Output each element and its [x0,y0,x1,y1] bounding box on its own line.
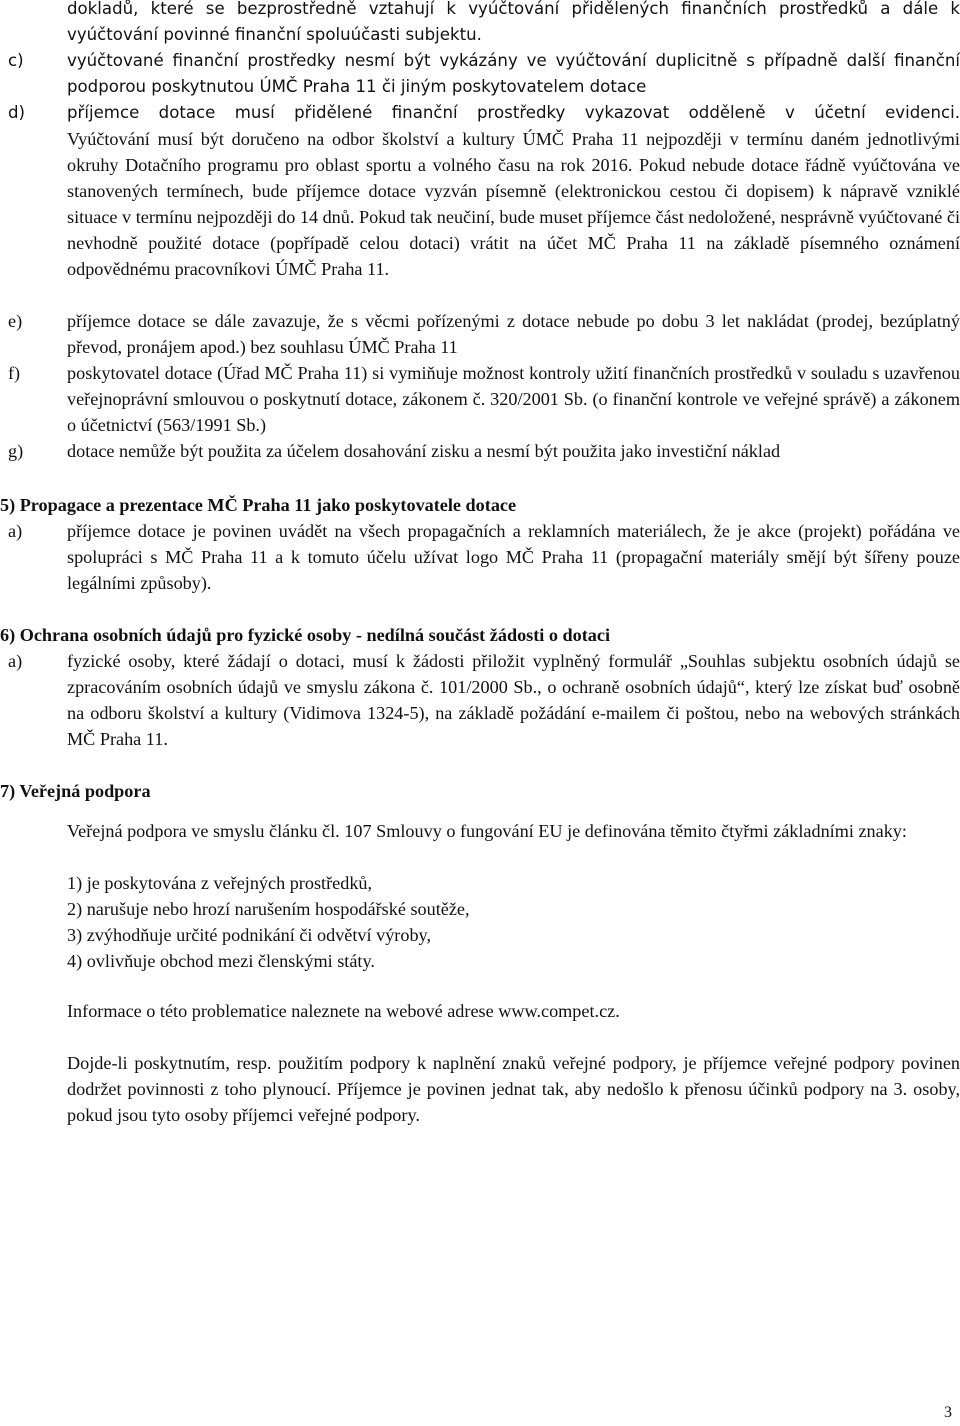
list-item: 4) ovlivňuje obchod mezi členskými státy. [67,951,375,971]
section-6-heading: 6) Ochrana osobních údajů pro fyzické osoby - nedílná součást žádosti o dotaci [0,625,611,645]
continuation-line-1: dokladů, které se bezprostředně vztahují k vyúčtování přidělených finančních prostředků a dále k [67,0,960,18]
list-text: fyzické osoby, které žádají o dotaci, musí k žádosti přiložit vyplněný formulář „Souhlas subjektu osobních údajů se zpracováním osobních údajů ve smyslu zákona č. 101/2000 Sb., o ochraně osobních údajů“, který lze získat buď osobně na odboru školství a kultury (Vidimova 1324-5), na základě požádání e-mailem či poštou, nebo na webových stránkách MČ Praha 11. [67,651,960,749]
list-text: poskytovatel dotace (Úřad MČ Praha 11) si vymiňuje možnost kontroly užití finančních prostředků v souladu s uzavřenou veřejnoprávní smlouvou o poskytnutí dotace, zákonem č. 320/2001 Sb. (o finanční kontrole ve veřejné správě) a zákonem o účetnictví (563/1991 Sb.) [67,363,960,435]
list-item: 2) narušuje nebo hrozí narušením hospodářské soutěže, [67,899,470,919]
section-7-heading: 7) Veřejná podpora [0,781,151,801]
section-7-closing: Dojde-li poskytnutím, resp. použitím podpory k naplnění znaků veřejné podpory, je příjemce veřejné podpory povinen dodržet povinnosti z toho plynoucí. Příjemce je povinen jednat tak, aby nedošlo k přenosu účinků podpory na 3. osoby, pokud jsou tyto osoby příjemci veřejné podpory. [67,1053,960,1125]
page-number: 3 [944,1404,952,1421]
list-item: 1) je poskytována z veřejných prostředků, [67,873,373,893]
list-text: dotace nemůže být použita za účelem dosahování zisku a nesmí být použita jako investiční náklad [67,441,781,461]
section-7-info: Informace o této problematice naleznete na webové adrese www.compet.cz. [67,1001,620,1021]
continuation-paragraph [67,0,960,48]
section-7-intro: Veřejná podpora ve smyslu článku čl. 107 Smlouvy o fungování EU je definována těmito čtyřmi základními znaky: [67,821,907,841]
list-label: a) [8,521,23,541]
list-text: příjemce dotace se dále zavazuje, že s věcmi pořízenými z dotace nebude po dobu 3 let nakládat (prodej, bezúplatný převod, pronájem apod.) bez souhlasu ÚMČ Praha 11 [67,311,960,357]
list-label: g) [8,441,24,461]
list-label: a) [8,651,23,671]
list-text: příjemce dotace musí přidělené finanční prostředky vykazovat odděleně v účetní evidenci. [67,103,960,122]
continuation-line-2: vyúčtování povinné finanční spoluúčasti subjektu. [67,25,482,44]
list-text: příjemce dotace je povinen uvádět na všech propagačních a reklamních materiálech, že je akce (projekt) pořádána ve spolupráci s MČ Praha 11 a k tomuto účelu užívat logo MČ Praha 11 (propagační materiály smějí být šířeny pouze legálními způsoby). [67,521,960,593]
section-7-list [67,870,960,974]
list-label: c) [8,51,24,70]
list-text: Vyúčtování musí být doručeno na odbor školství a kultury ÚMČ Praha 11 nejpozději v termínu daném jednotlivými okruhy Dotačního programu pro oblast sportu a volného času na rok 2016. Pokud nebude dotace řádně vyúčtována ve stanovených termínech, bude příjemce dotace vyzván písemně (elektronickou cestou či dopisem) k nápravě vzniklé situace v termínu nejpozději do 14 dnů. Pokud tak neučiní, bude muset příjemce část nedoložené, nesprávně vyúčtované či nevhodně použité dotace (popřípadě celou dotaci) vrátit na účet MČ Praha 11 na základě písemného oznámení odpovědnému pracovníkovi ÚMČ Praha 11. [67,129,960,279]
list-label: d) [8,103,26,122]
list-label: e) [8,311,23,331]
list-text: vyúčtované finanční prostředky nesmí být vykázány ve vyúčtování duplicitně s případně další finanční podporou poskytnutou ÚMČ Praha 11 či jiným poskytovatelem dotace [67,51,960,96]
list-label: f) [8,363,21,383]
list-item: 3) zvýhodňuje určité podnikání či odvětví výroby, [67,925,431,945]
section-5-heading: 5) Propagace a prezentace MČ Praha 11 jako poskytovatele dotace [0,495,517,515]
